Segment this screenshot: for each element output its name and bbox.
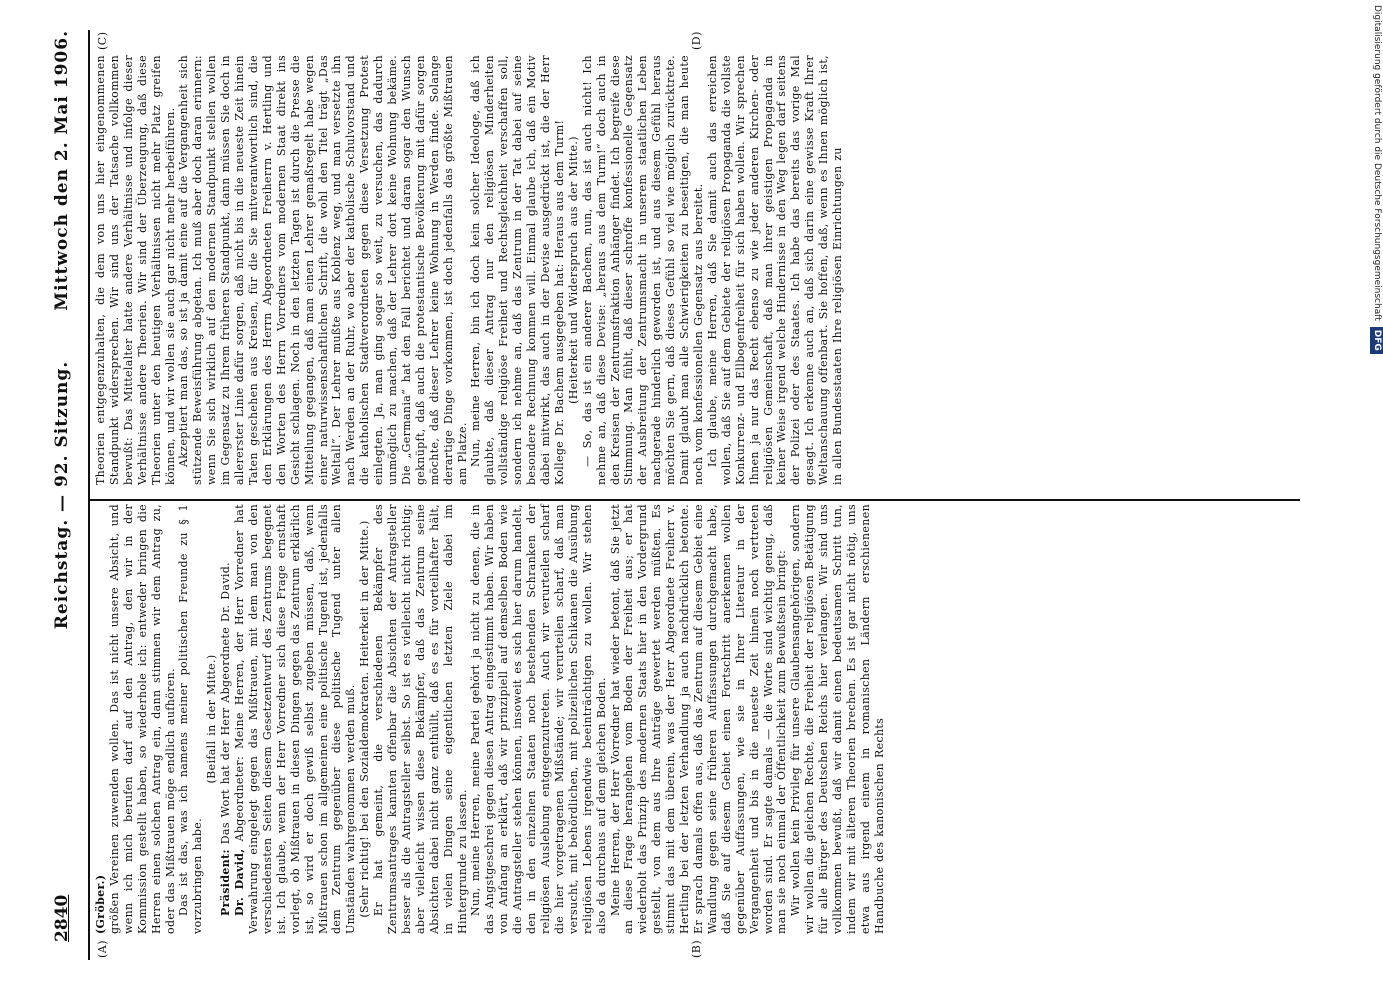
- president-label: Präsident:: [219, 849, 233, 916]
- margin-mark-d: (D): [690, 31, 703, 50]
- paragraph: Das ist das, was ich namens meiner politischen Freunde zu § 1 vorzubringen habe.: [177, 504, 205, 934]
- paragraph: Nun, meine Herren, bin ich doch kein solcher Ideologe, daß ich glaubte, daß dieser Antrag nur den religiösen Minderheiten vollständige religiöse Freiheit und Rechtsgleichheit verschaffen soll, sondern ich nehme an, daß das Zentrum in der Tat dabei auf seine besondere Rechnung kommen will. Einmal glaube ich, daß ein Motiv dabei mitwirkt, das auch in der Devise ausgedrückt ist, die der Herr Kollege Dr. Bachem ausgegeben hat: Heraus aus dem Turm!: [469, 55, 566, 485]
- paragraph: Nun, meine Herren, meine Partei gehört ja nicht zu denen, die in das Angstgeschrei gegen diesen Antrag eingestimmt haben. Wir haben von Anfang an erklärt, daß wir prinzipiell auf demselben Boden wie die Antragsteller stehen können, insoweit es sich hier darum handelt, den in den einzelnen Staaten noch bestehenden Schranken der religiösen Auslebung entgegenzutreten. Auch wir verurteilen scharf die hier vorgetragenen Mißstände; wir verurteilen scharf, daß man versucht, mit behördlichen, mit polizeilichen Schikanen die Ausübung religiösen Lebens irgendwie beeinträchtigen zu wollen. Wir stehen also da durchaus auf dem gleichen Boden.: [469, 504, 608, 934]
- digitization-credit: [1370, 5, 1383, 995]
- interjection: (Beifall in der Mitte.): [205, 654, 219, 784]
- speaker-continued: (Gröber.): [94, 874, 107, 934]
- interjection: (Heiterkeit und Widerspruch aus der Mitte.): [566, 136, 580, 404]
- column-divider: [88, 499, 1300, 501]
- paragraph: größen Vereinen zuwenden wollen. Das ist nicht unsere Absicht, und wenn ich mich berufen darf auf den Antrag, den wir in der Kommission gestellt haben, so wiederhole ich: entweder bringen die Herren einen solchen Antrag ein, dann stimmen wir dem Antrag zu, oder das Mißtrauen möge endlich aufhören.: [107, 504, 177, 934]
- paragraph: Theorien entgegenzuhalten, die dem von uns hier eingenommenen Standpunkt widersprechen. Wir sind uns der Tatsache vollkommen bewußt: Das Mittelalter hatte andere Verhältnisse und infolge dieser Verhältnisse andere Theorien. Wir sind der Überzeugung, daß diese Theorien unter den heutigen Verhältnissen nicht mehr Platz greifen können, und wir wollen sie auch gar nicht mehr herbeiführen.: [94, 55, 177, 485]
- margin-mark-a: (A): [96, 939, 109, 958]
- header-rule: [88, 30, 90, 960]
- page-header: [52, 30, 88, 960]
- quotation: Wir wollen kein Privileg für unsere Glaubensangehörigen, sondern wir wollen die gleichen Rechte, die Freiheit der religiösen Betätigung für alle Bürger des Deutschen Reichs hier verlangen. Wir sind uns vollkommen bewußt, daß wir damit einen bedeutsamen Schritt tun, indem wir mit älteren Theorien brechen. Es ist gar nicht nötig, uns etwa aus irgend einem in romanischen Ländern erschienenen Handbuche des kanonischen Rechts: [789, 504, 886, 934]
- left-column: [94, 504, 887, 934]
- paragraph: — So, das ist ein anderer Bachem, nun, das ist auch nicht! Ich nehme an, daß diese Devise: „heraus aus dem Turm!“ doch auch in den Kreisen der Zentrumsfraktion Anhänger findet. Ich begreife diese Stimmung. Man fühlt, daß dieser schroffe konfessionelle Gegensatz der Ausbreitung der Zentrumsmacht in unserem staatlichen Leben nachgerade hinderlich geworden ist, und aus diesem Gefühl heraus möchten Sie gern, daß dieses Gefühl so viel wie möglich zurücktrete. Damit glaubt man alle Schwierigkeiten zu beseitigen, die man heute noch vom konfessionellen Gegensatz aus bereitet.: [580, 55, 705, 485]
- interjection: (Sehr richtig! bei den Sozialdemokraten. Heiterkeit in der Mitte.): [358, 520, 372, 918]
- dfg-badge: DFG: [1370, 327, 1383, 354]
- session-date: Mittwoch den 2. Mai 1906.: [52, 30, 72, 311]
- margin-mark-c: (C): [96, 31, 109, 50]
- speaker-name: Dr. David,: [233, 848, 247, 916]
- paragraph: Meine Herren, der Herr Vorredner hat wieder betont, daß Sie jetzt an diese Frage herangehen vom Boden der Freiheit aus; er hat wiederholt das Prinzip des modernen Staats hier in den Vordergrund gestellt, von dem aus Ihre Anträge gewertet werden müßten. Es stimmt das mit dem überein, was der Herr Abgeordnete Freiherr v. Hertling bei der letzten Verhandlung ja auch nachdrücklich betonte. Er sprach damals offen aus, daß das Zentrum auf diesem Gebiet eine Wandlung gegen seine früheren Auffassungen durchgemacht habe, daß Sie auf diesem Gebiet einen Fortschritt anerkennen wollen gegenüber Auffassungen, wie sie in Ihrer Literatur in der Vergangenheit und bis in die neueste Zeit hinein noch vertreten worden sind. Er sagte damals — die Worte sind wichtig genug, daß man sie noch einmal der Öffentlichkeit zum Bewußtsein bringt:: [608, 504, 789, 934]
- page-number: 2840: [52, 894, 72, 942]
- credit-text: Digitalisierung gefördert durch die Deutsche Forschungsgemeinschaft: [1372, 5, 1382, 321]
- paragraph: Er hat gemeint, die verschiedenen Bekämpfer des Zentrumsantrages kannten offenbar die Absichten der Antragsteller besser als die Antragsteller selbst. So ist es vielleicht nicht richtig; aber vielleicht wissen diese Bekämpfer, daß das Zentrum seine Absichten dabei nicht ganz enthüllt, daß es es für vorteilhafter hält, in vielen Dingen seine eigentlichen letzten Ziele dabei im Hintergrunde zu lassen.: [372, 504, 469, 934]
- paragraph: Ich glaube, meine Herren, daß Sie damit auch das erreichen wollen, daß Sie auf dem Gebiete der religiösen Propaganda die vollste Konkurrenz- und Ellbogenfreiheit für sich haben wollen. Wir sprechen Ihnen ja nur das Recht ebenso zu wie jeder anderen Kirchen- oder religiösen Gemeinschaft, daß man ihrer geistigen Propaganda in keiner Weise irgend welche Hindernisse in den Weg legen darf seitens der Polizei oder des Staates. Ich habe das bereits das vorige Mal gesagt. Ich erkenne auch an, daß sich darin eine gewisse Kraft Ihrer Weltanschauung offenbart. Sie hoffen, daß, wenn es Ihnen möglich ist, in allen Bundesstaaten Ihre religiösen Einrichtungen zu: [705, 55, 845, 485]
- paragraph: Akzeptiert man das, so ist ja damit eine auf die Vergangenheit sich stützende Beweisführung abgetan. Ich muß aber doch daran erinnern: wenn Sie sich wirklich auf den modernen Standpunkt stellen wollen im Gegensatz zu Ihrem früheren Standpunkt, dann müssen Sie doch in allererster Linie dafür sorgen, daß nicht bis in die neueste Zeit hinein Taten geschehen aus Kreisen, für die Sie mitverantwortlich sind, die den Erklärungen des Herrn Abgeordneten Freiherrn v. Hertling und den Worten des Herrn Vorredners vom modernen Staat direkt ins Gesicht schlagen. Noch in den letzten Tagen ist durch die Presse die Mitteilung gegangen, daß man einen Lehrer gemaßregelt habe wegen einer naturwissenschaftlichen Schrift, die wohl den Titel trägt „Das Weltall“. Der Lehrer mußte aus Koblenz weg, und man versetzte ihn nach Werden an der Ruhr, wo aber der katholische Schulvorstand und die katholischen Stadtverordneten gegen diese Versetzung Protest einlegten. Ja, man ging sogar so weit, zu versuchen, das dadurch unmöglich zu machen, daß der Lehrer dort keine Wohnung bekäme. Die „Germania“ hat den Fall berichtet und daran sogar den Wunsch geknüpft, daß auch die protestantische Bevölkerung mit dafür sorgen möchte, daß dieser Lehrer keine Wohnung in Werden finde. Solange derartige Dinge vorkommen, ist doch jedenfalls das größte Mißtrauen am Platze.: [177, 55, 469, 485]
- session-title: Reichstag. — 92. Sitzung.: [52, 360, 72, 630]
- speech-start: Dr. David, Abgeordneter: Meine Herren, der Herr Vorredner hat Verwahrung eingelegt gegen das Mißtrauen, mit dem man von den verschiedensten Seiten diesem Gesetzentwurf des Zentrums begegnet ist. Ich glaube, wenn der Herr Vorredner sich diese Frage ernsthaft vorlegt, ob Mißtrauen in diesen Dingen gegen das Zentrum erklärlich ist, so wird er doch gewiß selbst zugeben müssen, daß, wenn Mißtrauen schon im allgemeinen eine politische Tugend ist, jedenfalls dem Zentrum gegenüber diese politische Tugend unter allen Umständen wahrgenommen werden muß.: [233, 504, 358, 934]
- president-line: Präsident: Das Wort hat der Herr Abgeordnete Dr. David.: [219, 561, 233, 916]
- margin-mark-b: (B): [690, 939, 703, 958]
- right-column: [94, 55, 845, 485]
